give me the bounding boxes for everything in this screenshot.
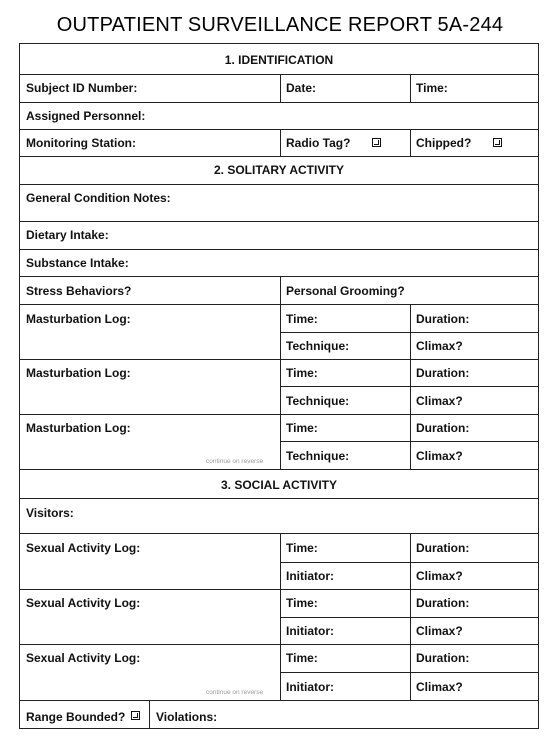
chipped-label: Chipped? (416, 136, 472, 150)
log-technique-label: Technique: (286, 394, 350, 408)
log-duration-label: Duration: (416, 651, 470, 665)
range-bounded-label: Range Bounded? (26, 710, 126, 724)
rule (20, 644, 538, 645)
log-initiator-label: Initiator: (286, 624, 334, 638)
log-initiator-label: Initiator: (286, 680, 334, 694)
chipped-checkbox[interactable] (493, 138, 502, 147)
rule (280, 332, 538, 333)
rule (20, 74, 538, 75)
rule (20, 414, 538, 415)
rule (20, 249, 538, 250)
substance-intake-label: Substance Intake: (26, 256, 129, 270)
log-time-label: Time: (286, 596, 318, 610)
rule (20, 156, 538, 157)
masturbation-log-label: Masturbation Log: (26, 366, 131, 380)
assigned-personnel-label: Assigned Personnel: (26, 109, 146, 123)
rule (280, 533, 281, 700)
rule (410, 533, 411, 700)
sexual-activity-log-label: Sexual Activity Log: (26, 596, 141, 610)
dietary-intake-label: Dietary Intake: (26, 228, 109, 242)
log-duration-label: Duration: (416, 421, 470, 435)
section-heading-social: 3. SOCIAL ACTIVITY (220, 478, 337, 492)
date-label: Date: (286, 81, 317, 95)
rule (410, 129, 411, 156)
log-technique-label: Technique: (286, 449, 350, 463)
log-time-label: Time: (286, 366, 318, 380)
log-time-label: Time: (286, 541, 318, 555)
rule (20, 359, 538, 360)
section-heading-solitary: 2. SOLITARY ACTIVITY (213, 163, 344, 177)
radio-tag-checkbox[interactable] (372, 138, 381, 147)
log-initiator-label: Initiator: (286, 569, 334, 583)
rule (20, 700, 538, 701)
rule (280, 129, 281, 156)
rule (280, 672, 538, 673)
rule (410, 304, 411, 469)
stress-behaviors-label: Stress Behaviors? (26, 284, 132, 298)
subject-id-label: Subject ID Number: (26, 81, 138, 95)
report-title: OUTPATIENT SURVEILLANCE REPORT 5A-244 (56, 14, 504, 36)
rule (280, 562, 538, 563)
rule (20, 533, 538, 534)
log-climax-label: Climax? (416, 339, 463, 353)
rule (20, 221, 538, 222)
rule (20, 469, 538, 470)
rule (280, 276, 281, 469)
log-climax-label: Climax? (416, 394, 463, 408)
log-time-label: Time: (286, 651, 318, 665)
rule (280, 617, 538, 618)
visitors-label: Visitors: (26, 506, 74, 520)
rule (280, 441, 538, 442)
monitoring-station-label: Monitoring Station: (26, 136, 136, 150)
rule (20, 102, 538, 103)
rule (20, 589, 538, 590)
log-climax-label: Climax? (416, 569, 463, 583)
rule (20, 129, 538, 130)
continue-on-reverse-note: continue on reverse (206, 689, 264, 696)
radio-tag-label: Radio Tag? (286, 136, 351, 150)
range-bounded-checkbox[interactable] (131, 711, 140, 720)
rule (20, 184, 538, 185)
surveillance-form (19, 43, 539, 729)
masturbation-log-label: Masturbation Log: (26, 421, 131, 435)
rule (410, 74, 411, 102)
log-duration-label: Duration: (416, 366, 470, 380)
log-duration-label: Duration: (416, 541, 470, 555)
rule (149, 700, 150, 729)
log-climax-label: Climax? (416, 624, 463, 638)
rule (280, 386, 538, 387)
masturbation-log-label: Masturbation Log: (26, 312, 131, 326)
continue-on-reverse-note: continue on reverse (206, 458, 264, 465)
rule (20, 304, 538, 305)
log-time-label: Time: (286, 312, 318, 326)
sexual-activity-log-label: Sexual Activity Log: (26, 541, 141, 555)
sexual-activity-log-label: Sexual Activity Log: (26, 651, 141, 665)
rule (20, 276, 538, 277)
general-condition-notes-label: General Condition Notes: (26, 191, 171, 205)
log-climax-label: Climax? (416, 680, 463, 694)
log-technique-label: Technique: (286, 339, 350, 353)
log-climax-label: Climax? (416, 449, 463, 463)
log-time-label: Time: (286, 421, 318, 435)
violations-label: Violations: (156, 710, 218, 724)
rule (20, 498, 538, 499)
section-heading-identification: 1. IDENTIFICATION (224, 53, 334, 67)
log-duration-label: Duration: (416, 596, 470, 610)
log-duration-label: Duration: (416, 312, 470, 326)
personal-grooming-label: Personal Grooming? (286, 284, 405, 298)
rule (280, 74, 281, 102)
time-label: Time: (416, 81, 448, 95)
